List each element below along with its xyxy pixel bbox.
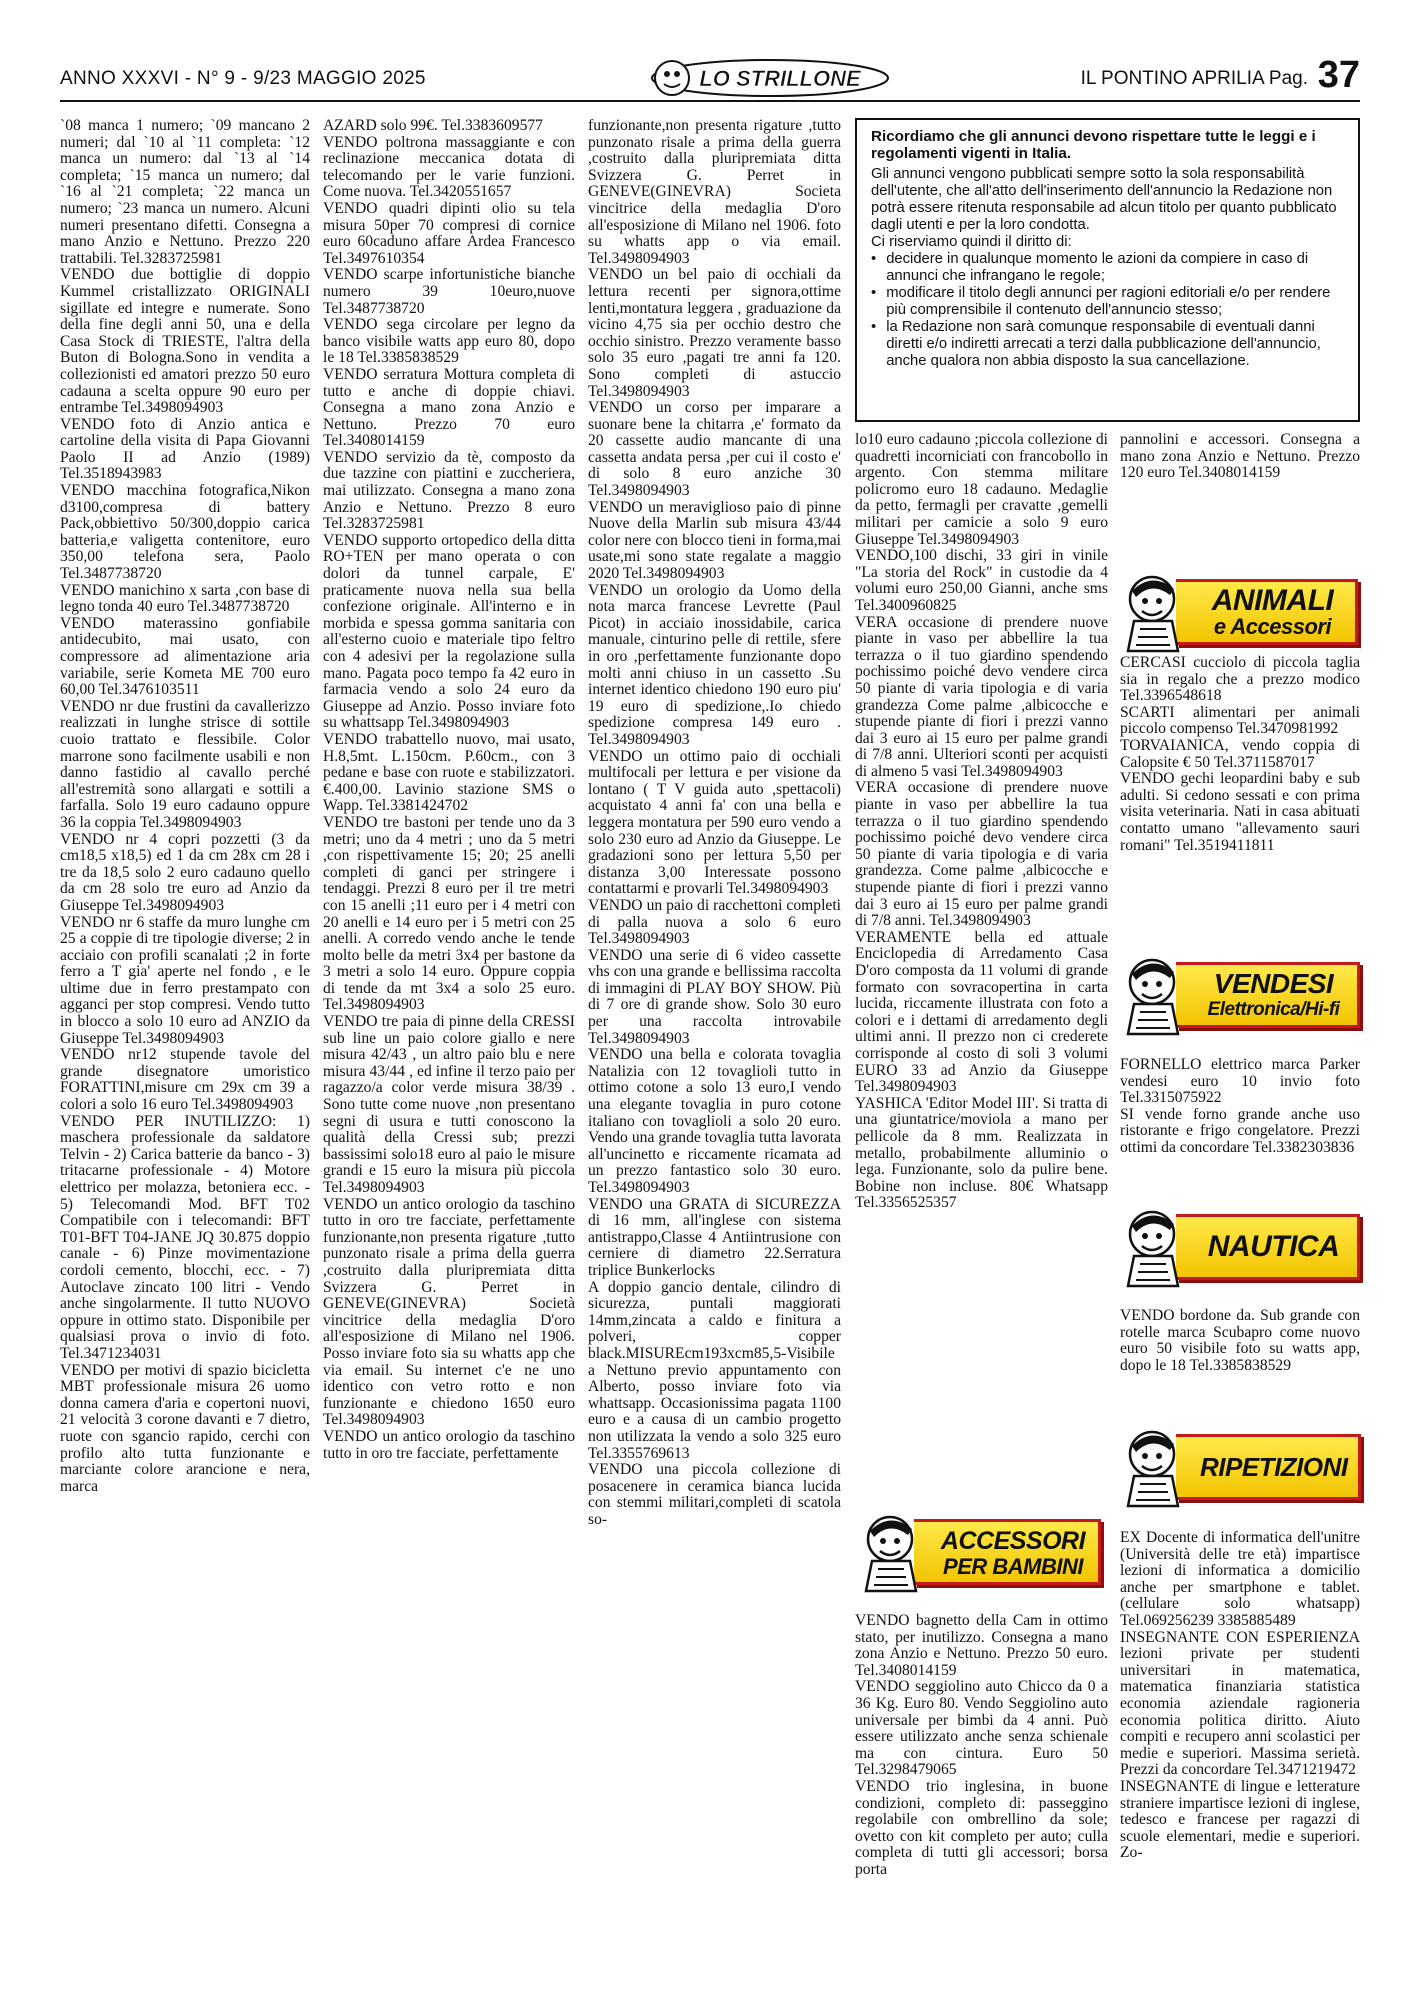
ad-item: pannolini e accessori. Consegna a mano zona Anzio e Nettuno. Prezzo 120 euro Tel.3408014159: [1120, 431, 1360, 482]
ad-item: VENDO un ottimo paio di occhiali multifocali per lettura e per visione da lontano ( T V guida auto ,spettacoli) acquistato 4 anni fa' con una bella e leggera montatura per 590 euro vendo a solo 230 euro ad Anzio da Giuseppe. Le gradazioni sono per lettura 5,50 per distanza 3,00 Interessate possono contattarmi e provarli Tel.3498094903: [588, 747, 841, 898]
notice-body: Gli annunci vengono pubblicati sempre sotto la sola responsabilità dell'utente, che all'atto dell'inserimento dell'annuncio la Redazione non potrà essere ritenuta responsabile ad alcun titolo per quanto pubblicato dagli utenti e per la loro condotta.: [871, 166, 1337, 233]
ad-item: VENDO una piccola collezione di posacenere in ceramica bianca lucida con stemmi militari,completi di scatola so-: [588, 1461, 841, 1528]
banner-ripetizioni: [1120, 1430, 1360, 1504]
issue-info: ANNO XXXVI - N° 9 - 9/23 MAGGIO 2025: [60, 68, 426, 89]
ad-item: `08 manca 1 numero; `09 mancano 2 numeri; dal `10 al `11 completa: `12 manca un numero: dal `13 al `14 completa; `15 manca un numero; dal `16 al `21 completa; `22 manca un numero; `23 manca un numero. Alcuni numeri presentano difetti. Consegna a mano Anzio e Nettuno. Prezzo 220 trattabili. Tel.3283725981: [60, 117, 310, 267]
column-5-animali: [1120, 655, 1360, 854]
banner-title: ACCESSORI: [940, 1527, 1086, 1555]
ad-item: VENDO bagnetto della Cam in ottimo stato, per inutilizzo. Consegna a mano zona Anzio e Nettuno. Prezzo 50 euro. Tel.3408014159: [855, 1612, 1108, 1679]
ad-item: VENDO gechi leopardini baby e sub adulti. Si cedono sessati e con prima visita veterinaria. Nati in casa abituati contatto umano "allevamento sauri romani" Tel.3519411811: [1120, 770, 1360, 854]
ad-item: FORNELLO elettrico marca Parker vendesi euro 10 invio foto Tel.3315075922: [1120, 1056, 1360, 1107]
notice-bullet: • decidere in qualunque momento le azioni da compiere in caso di annunci che infrangano le regole;: [871, 251, 1309, 284]
column-4-bambini: [855, 1613, 1108, 1879]
rules-notice-box: [855, 118, 1360, 422]
ad-item: YASHICA 'Editor Model III'. Si tratta di una giuntatrice/moviola a mano per pellicole da 8 mm. Realizzata in metallo, probabilmente alluminio o lega. Funzionante, solo da pulire bene. Bobine non incluse. 80€ Whatsapp Tel.3356525357: [855, 1094, 1108, 1212]
ad-item: VENDO nr 4 copri pozzetti (3 da cm18,5 x18,5) ed 1 da cm 28x cm 28 i tre da 18,5 solo 2 euro cadauno quello da cm 28 solo tre euro ad Anzio da Giuseppe Tel.3498094903: [60, 830, 310, 914]
ad-item: VENDO una serie di 6 video cassette vhs con una grande e bellissima raccolta di immagini di PLAY BOY SHOW. Più di 7 ore di grande show. Solo 30 euro per una raccolta introvabile Tel.3498094903: [588, 946, 841, 1047]
column-5-ripetizioni: [1120, 1530, 1360, 1862]
ad-item: VENDO scarpe infortunistiche bianche numero 39 10euro,nuove Tel.3487738720: [323, 266, 575, 317]
ad-item: AZARD solo 99€. Tel.3383609577: [323, 117, 543, 134]
ad-item: VENDO un antico orologio da taschino tutto in oro tre facciate, perfettamente: [323, 1427, 575, 1462]
ad-item: VENDO macchina fotografica,Nikon d3100,compresa di battery Pack,obbiettivo 50/300,doppio carica batteria,e valigetta contenitore, euro 350,00 telefona sera, Paolo Tel.3487738720: [60, 482, 310, 583]
ad-item: VENDO PER INUTILIZZO: 1) maschera professionale da saldatore Telvin - 2) Carica batterie da banco - 3) tritacarne professionale - 4) Motore elettrico per molazza, betoniera ecc. - 5) Telecomandi Mod. BFT T02 Compatibile con i telecomandi: BFT T01-BFT T04-JANE JQ 30.875 doppio canale - 6) Pinze movimentazione cordoli cemento, blocchi, ecc. - 7) Autoclave zincato 100 litri - Vendo anche singolarmente. Il tutto NUOVO oppure in ottimo stato. Disponibile per qualsiasi prova o invio di foto. Tel.3471234031: [60, 1112, 310, 1362]
ad-item: VENDO seggiolino auto Chicco da 0 a 36 Kg. Euro 80. Vendo Seggiolino auto universale per bimbi da 4 anni. Può essere utilizzato anche senza schienale ma con cintura. Euro 50 Tel.3298479065: [855, 1678, 1108, 1779]
ad-item: VENDO materassino gonfiabile antidecubito, mai usato, con compressore ad alimentazione aria variabile, serie Kometa ME 700 euro 60,00 Tel.3476103511: [60, 614, 310, 699]
ad-item: lo10 euro cadauno ;piccola collezione di quadretti incorniciati con francobollo in argento. Con stemma militare policromo euro 18 cadauno. Medaglie da petto, fermagli per cravatte ,gemelli militari per camicie a solo 9 euro Giuseppe Tel.3498094903: [855, 431, 1108, 548]
ad-item: VENDO una GRATA di SICUREZZA di 16 mm, all'inglese con sistema antistrappo,Classe 4 Antiintrusione con cerniere di diametro 22.Serratura triplice Bunkerlocks: [588, 1195, 841, 1279]
ad-item: VENDO un antico orologio da taschino tutto in oro tre facciate, perfettamente funzionante,non presenta rigature ,tutto punzonato risale a prima della guerra ,costruito dalla pluripremiata ditta Svizzera G. Perret in GENEVE(GINEVRA) Società vincitrice della medaglia D'oro all'esposizione di Milano nel 1906. Posso inviare foto sia su whatts app che via email. Su internet c'e ne uno identico con vetro rotto e non funzionante e chiedono 1650 euro Tel.3498094903: [323, 1195, 575, 1429]
column-4: [855, 432, 1108, 1212]
ad-item: EX Docente di informatica dell'unitre (Università delle tre età) impartisce lezioni di informatica a domicilio anche per smartphone e tablet. (cellulare solo whatsapp) Tel.069256239 3385885489: [1120, 1529, 1360, 1629]
ad-item: VENDO nr12 stupende tavole del grande disegnatore umoristico FORATTINI,misure cm 29x cm 39 a colori a solo 16 euro Tel.3498094903: [60, 1046, 310, 1114]
ad-item: VERA occasione di prendere nuove piante in vaso per abbellire la tua terrazza o il tuo giardino spendendo pochissimo poiché devo vendere circa 50 piante di varia tipologia e di varia grandezza. Come palme ,albicocche e stupende piante di fiori i prezzi vanno dai 3 euro ai 15 euro per palme grandi di 7/8 anni. Tel.3498094903: [855, 779, 1108, 930]
ad-item: VENDO bordone da. Sub grande con rotelle marca Scubapro come nuovo euro 50 visibile foto su watts app, dopo le 18 Tel.3385838529: [1120, 1307, 1360, 1374]
header-rule: [60, 100, 1360, 102]
ad-item: VENDO supporto ortopedico della ditta RO+TEN per mano operata o con dolori da tunnel carpale, E' praticamente nuova nella sua bella confezione originale. All'interno e in morbida e spessa gomma sanitaria con all'esterno cuoio e materiale tipo feltro con 4 adesivi per la regolazione sulla mano. Pagata poco tempo fa 42 euro in farmacia vendo a solo 24 euro da Giuseppe ad Anzio. Posso inviare foto su whattsapp Tel.3498094903: [323, 531, 575, 732]
ad-item: VENDO un paio di racchettoni completi di palla nuova a solo 6 euro Tel.3498094903: [588, 896, 841, 948]
ad-item: TORVAIANICA, vendo coppia di Calopsite € 50 Tel.3711587017: [1120, 736, 1360, 771]
column-3: [588, 118, 841, 1528]
newsboy-mascot-icon: [1120, 1204, 1194, 1288]
banner-vendesi-elettronica: [1120, 958, 1360, 1032]
ad-item: VENDO un orologio da Uomo della nota marca francese Levrette (Paul Picot) in acciaio inossidabile, carica manuale, cinturino pelle di rettile, sfere in oro ,perfettamente funzionante dopo molti anni chiuso in un cassetto .Su internet identico chiedono 190 euro piu' 19 euro di spedizione,.Io chiedo spedizione compresa 149 euro . Tel.3498094903: [588, 581, 841, 748]
newsboy-mascot-icon: [1120, 952, 1194, 1036]
ad-item: VENDO poltrona massaggiante e con reclinazione meccanica dotata di telecomando per le varie funzioni. Come nuova. Tel.3420551657: [323, 133, 575, 201]
column-5-elettronica: [1120, 1057, 1360, 1157]
page-header: [60, 54, 1360, 100]
page-number: 37: [1317, 54, 1360, 96]
ad-item: VENDO nr 6 staffe da muro lunghe cm 25 a coppie di tre tipologie diverse; 2 in acciaio con profili scanalati ;2 in forte ferro a T gia' aperte nel fondo , e le ultime due in ferro prestampato con agganci per stop compresi. Vendo tutto in blocco a solo 10 euro ad ANZIO da Giuseppe Tel.3498094903: [60, 913, 310, 1047]
banner-title: NAUTICA: [1207, 1230, 1340, 1263]
banner-title: ANIMALI: [1211, 584, 1334, 617]
column-5-nautica: [1120, 1308, 1360, 1374]
svg-text:LO STRILLONE: LO STRILLONE: [699, 66, 861, 91]
ad-item: VENDO una bella e colorata tovaglia Natalizia con 12 tovaglioli tutto in ottimo cotone a solo 13 euro,I vendo una elegante tovaglia in puro cotone italiano con tovaglioli a solo 20 euro. Vendo una grande tovaglia tutta lavorata all'uncinetto e riccamente ricamata ad un prezzo fantastico solo 30 euro. Tel.3498094903: [588, 1046, 841, 1196]
banner-subtitle: Elettronica/Hi-fi: [1207, 999, 1340, 1020]
banner-animali: [1120, 575, 1360, 649]
newsboy-mascot-icon: [1120, 569, 1194, 653]
ad-item: VENDO trio inglesina, in buone condizioni, completo di: passeggino regolabile con ombrellino da sole; ovetto con kit completo per auto; culla completa di tutti gli accessori; borsa porta: [855, 1777, 1108, 1878]
ad-item: A doppio gancio dentale, cilindro di sicurezza, puntali maggiorati 14mm,zincata a caldo e finitura a polveri, copper black.MISUREcm193xcm85,5-Visibile a Nettuno previo appuntamento con Alberto, posso inviare foto via whattsapp. Occasionissima pagata 1100 euro e a causa di un cambio progetto non utilizzata la vendo a solo 325 euro Tel.3355769613: [588, 1278, 841, 1462]
lo-strillone-logo: [650, 56, 890, 100]
column-1: [60, 118, 310, 1495]
column-2: [323, 118, 575, 1462]
ad-item: VENDO un meraviglioso paio di pinne Nuove della Marlin sub misura 43/44 color nere con blocco tieni in forma,mai usate,mi sono state regalate a maggio 2020 Tel.3498094903: [588, 498, 841, 583]
ad-item: VENDO,100 dischi, 33 giri in vinile "La storia del Rock" in custodie da 4 volumi euro 250,00 Gianni, anche sms Tel.3400960825: [855, 547, 1108, 614]
banner-accessori-bambini: [858, 1515, 1103, 1589]
banner-subtitle: e Accessori: [1213, 614, 1332, 639]
ad-item: VENDO per motivi di spazio bicicletta MBT professionale misura 26 uomo donna camera d'aria e copertoni nuovi, 21 velocità 3 corone davanti e 7 dietro, ruote con sgancio rapido, cerchi con profilo alto tutta funzionante e marciante colore arancione e nera, marca: [60, 1361, 310, 1495]
ad-item: VENDO tre bastoni per tende uno da 3 metri; uno da 4 metri ; uno da 5 metri ,con rispettivamente 15; 20; 25 anelli completi di ganci per stringere i tendaggi. Prezzi 8 euro per il tre metri con 15 anelli ;11 euro per i 4 metri con 20 anelli e 14 euro per i 5 metri con 25 anelli. A corredo vendo anche le tende molto belle da metri 3x4 per bastone da 3 metri a solo 14 euro. Oppure coppia di tende da mt 3x4 a solo 25 euro. Tel.3498094903: [323, 813, 575, 1014]
banner-title: VENDESI: [1213, 968, 1334, 999]
column-5-top: [1120, 432, 1360, 482]
ad-item: VENDO un corso per imparare a suonare bene la chitarra ,e' formato da 20 cassette audio mancante di una cassetta andata persa ,per cui il costo e' di solo 8 euro anziche 30 Tel.3498094903: [588, 399, 841, 500]
ad-item: VENDO sega circolare per legno da banco visibile watts app euro 80, dopo le 18 Tel.3385838529: [323, 316, 575, 367]
ad-item: SCARTI alimentari per animali piccolo compenso Tel.3470981992: [1120, 703, 1360, 738]
ad-item: VENDO tre paia di pinne della CRESSI sub line un paio colore giallo e nere misura 42/43 , un altro paio blu e nere misura 43/44 , ed infine il terzo paio per ragazzo/a color verde misura 38/39 . Sono tutte come nuove ,non presentano segni di usura e tutti conoscono la qualità della Cressi sub; prezzi bassissimi solo18 euro al paio le misure grandi e 15 euro la misura più piccola Tel.3498094903: [323, 1013, 575, 1196]
newsboy-mascot-icon: [1120, 1424, 1194, 1508]
notice-intro: Ci riserviamo quindi il diritto di:: [871, 234, 1072, 250]
ad-item: VENDO nr due frustini da cavallerizzo realizzati in lunghe strisce di sottile cuoio trattato e flessibile. Color marrone sono facilmente usabili e non danno fastidio al cavallo perché all'estremità sono allargati e sottili a farfalla. Solo 19 euro cadauno oppure 36 la coppia Tel.3498094903: [60, 697, 310, 831]
ad-item: VENDO trabattello nuovo, mai usato, H.8,5mt. L.150cm. P.60cm., con 3 pedane e base con ruote e stabilizzatori. €.400,00. Lavinio stazione SMS o Wapp. Tel.3381424702: [323, 730, 575, 815]
notice-bullet: • la Redazione non sarà comunque responsabile di eventuali danni diretti e/o indiretti arrecati a terzi dalla pubblicazione dell'annuncio, anche qualora non abbia disposto la sua cancellazione.: [871, 319, 1321, 369]
ad-item: funzionante,non presenta rigature ,tutto punzonato risale a prima della guerra ,costruito dalla pluripremiata ditta Svizzera G. Perret in GENEVE(GINEVRA) Societa vincitrice della medaglia D'oro all'esposizione di Milano nel 1906. foto su whatts app o via email. Tel.3498094903: [588, 117, 841, 267]
notice-bullet: • modificare il titolo degli annunci per ragioni editoriali e/o per rendere più comprensibile il contenuto dell'annuncio stesso;: [871, 285, 1331, 318]
ad-item: VENDO due bottiglie di doppio Kummel cristallizzato ORIGINALI sigillate ed integre e numerate. Sono della fine degli anni 50, una e della Casa Stock di TRIESTE, l'altra della Buton di Bologna.Sono in vendita a collezionisti ed amatori prezzo 50 euro cadauna a scelta oppure 90 euro per entrambe Tel.3498094903: [60, 266, 310, 417]
banner-title: RIPETIZIONI: [1200, 1452, 1348, 1482]
banner-nautica: [1120, 1210, 1360, 1284]
ad-item: CERCASI cucciolo di piccola taglia sia in regalo che a prezzo modico Tel.3396548618: [1120, 654, 1360, 705]
ad-item: VERAMENTE bella ed attuale Enciclopedia di Arredamento Casa D'oro composta da 11 volumi di grande formato con sovracopertina in carta lucida, riccamente illustrata con foto a colori e i dettami di arredamento degli ultimi anni. Il prezzo non ci crederete corrisponde al costo di soli 3 volumi EURO 33 ad Anzio da Giuseppe Tel.3498094903: [855, 928, 1108, 1096]
ad-item: VENDO servizio da tè, composto da due tazzine con piattini e zuccheriera, mai utilizzato. Consegna a mano zona Anzio e Nettuno. Prezzo 8 euro Tel.3283725981: [323, 448, 575, 533]
ad-item: VENDO quadri dipinti olio su tela misura 50per 70 compresi di cornice euro 60caduno affare Ardea Francesco Tel.3497610354: [323, 199, 575, 267]
ad-item: VENDO serratura Mottura completa di tutto e anche di doppie chiavi. Consegna a mano zona Anzio e Nettuno. Prezzo 70 euro Tel.3408014159: [323, 365, 575, 450]
ad-item: SI vende forno grande anche uso ristorante e frigo congelatore. Prezzi ottimi da concordare Tel.3382303836: [1120, 1105, 1360, 1156]
ad-item: INSEGNANTE CON ESPERIENZA lezioni private per studenti universitari in matematica, matematica finanziaria statistica economia aziendale ragioneria economia politica diritto. Aiuto compiti e recupero anni scolastici per medie e superiori. Massima serietà. Prezzi da concordare Tel.3471219472: [1120, 1628, 1360, 1779]
newsboy-mascot-icon: [858, 1509, 932, 1593]
ad-item: VENDO manichino x sarta ,con base di legno tonda 40 euro Tel.3487738720: [60, 581, 310, 616]
ad-item: VENDO un bel paio di occhiali da lettura recenti per signora,ottime lenti,montatura leggera , graduazione da vicino 4,75 sia per occhio destro che occhio sinistro. Prezzo veramente basso solo 35 euro ,pagati tre anni fa 120. Sono completi di astuccio Tel.3498094903: [588, 266, 841, 400]
ad-item: VENDO foto di Anzio antica e cartoline della visita di Papa Giovanni Paolo II ad Anzio (1989) Tel.3518943983: [60, 415, 310, 483]
ad-item: INSEGNANTE di lingue e letterature straniere impartisce lezioni di inglese, tedesco e francese per ragazzi di scuole elementari, medie e superiori. Zo-: [1120, 1777, 1360, 1862]
banner-subtitle: PER BAMBINI: [943, 1554, 1083, 1579]
publication-name: IL PONTINO APRILIA Pag.: [1080, 68, 1308, 89]
ad-item: VERA occasione di prendere nuove piante in vaso per abbellire la tua terrazza o il tuo giardino spendendo pochissimo poiché devo vendere circa 50 piante di varia tipologia e di varia grandezza Come palme ,albicocche e stupende piante di fiori i prezzi vanno dai 3 euro ai 15 euro per palme grandi di 7/8 anni. Ulteriori sconti per acquisti di almeno 5 vasi Tel.3498094903: [855, 613, 1108, 780]
notice-lead: Ricordiamo che gli annunci devono rispettare tutte le leggi e i regolamenti vigenti in Italia.: [871, 128, 1316, 162]
